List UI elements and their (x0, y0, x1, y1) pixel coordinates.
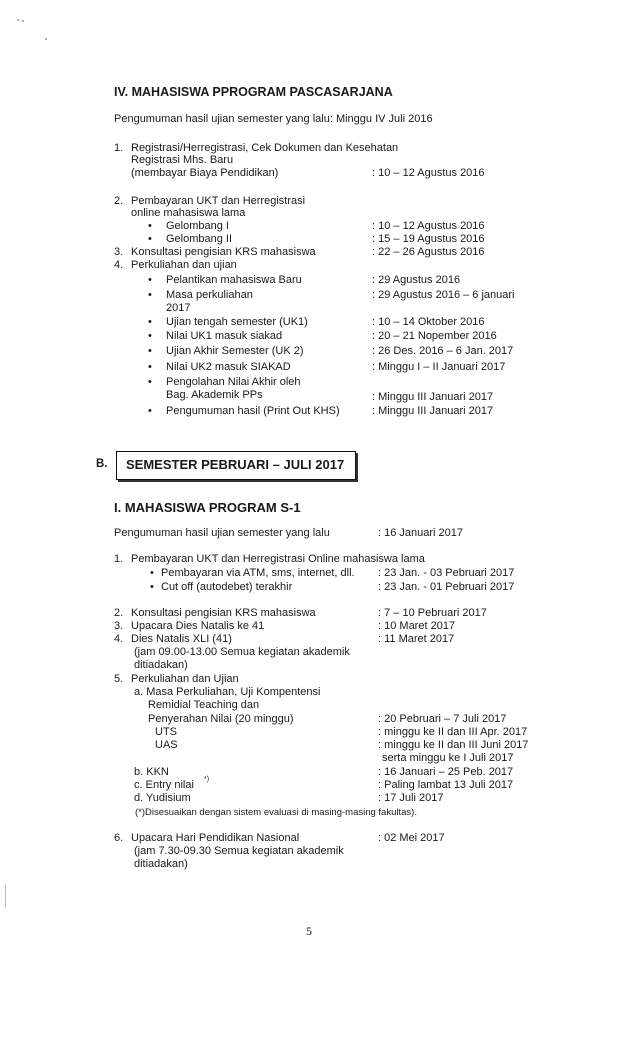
sub-item-label: Nilai UK2 masuk SIAKAD (166, 361, 291, 373)
item-label: UTS (155, 726, 177, 738)
item-label: Dies Natalis XLI (41) (131, 633, 232, 645)
sub-item-value: : 23 Jan. - 03 Pebruari 2017 (378, 567, 515, 579)
item-value: : 22 – 26 Agustus 2016 (372, 246, 485, 258)
sub-item-value: : Minggu III Januari 2017 (372, 391, 494, 403)
bullet-icon: • (148, 330, 152, 342)
item-label: online mahasiswa lama (131, 207, 246, 219)
item-number: 1. (114, 553, 124, 565)
bullet-icon: • (148, 345, 152, 357)
footnote-marker: *) (204, 776, 210, 783)
section-iv-announcement: Pengumuman hasil ujian semester yang lalu: Minggu IV Juli 2016 (114, 113, 433, 125)
sub-item-value: : Minggu I – II Januari 2017 (372, 361, 506, 373)
item-label: Penyerahan Nilai (20 minggu) (148, 713, 294, 725)
item-number: 3. (114, 620, 124, 632)
item-label: Remidial Teaching dan (148, 699, 260, 711)
sub-item-value: : 29 Agustus 2016 – 6 januari (372, 289, 515, 301)
sub-item-label: Nilai UK1 masuk siakad (166, 330, 283, 342)
item-label: ditiadakan) (134, 858, 188, 870)
item-value: : 16 Januari – 25 Peb. 2017 (378, 766, 514, 778)
scan-speck (22, 20, 24, 22)
sub-item-value: : 15 – 19 Agustus 2016 (372, 233, 485, 245)
item-number: 2. (114, 607, 124, 619)
item-label: Pembayaran UKT dan Herregistrasi (131, 195, 306, 207)
bullet-icon: • (150, 567, 154, 579)
bullet-icon: • (148, 289, 152, 301)
scan-edge-mark (5, 885, 6, 907)
section-b-letter: B. (96, 458, 108, 470)
scan-speck (45, 38, 47, 40)
item-value: : 02 Mei 2017 (378, 832, 445, 844)
item-number: 5. (114, 673, 124, 685)
item-value: : Paling lambat 13 Juli 2017 (378, 779, 514, 791)
section-i-heading: I. MAHASISWA PROGRAM S-1 (114, 500, 301, 515)
bullet-icon: • (150, 581, 154, 593)
item-label: Registrasi/Herregistrasi, Cek Dokumen dan Kesehatan (131, 142, 399, 154)
section-i-announcement: Pengumuman hasil ujian semester yang lalu (114, 527, 330, 539)
section-b-title: SEMESTER PEBRUARI – JULI 2017 (126, 457, 345, 472)
item-label: Upacara Dies Natalis ke 41 (131, 620, 265, 632)
bullet-icon: • (148, 233, 152, 245)
sub-item-value: : 26 Des. 2016 – 6 Jan. 2017 (372, 345, 514, 357)
item-label: Konsultasi pengisian KRS mahasiswa (131, 607, 316, 619)
item-label: Registrasi Mhs. Baru (131, 154, 234, 166)
footnote: (*)Disesuaikan dengan sistem evaluasi di masing-masing fakultas). (135, 807, 417, 818)
item-value: : 10 Maret 2017 (378, 620, 456, 632)
item-value: : 10 – 12 Agustus 2016 (372, 167, 485, 179)
item-number: 1. (114, 142, 124, 154)
scan-speck (17, 19, 19, 21)
item-label: Perkuliahan dan Ujian (131, 673, 239, 685)
item-label: c. Entry nilai (134, 779, 194, 791)
section-iv-heading: IV. MAHASISWA PPROGRAM PASCASARJANA (114, 85, 393, 99)
item-label: a. Masa Perkuliahan, Uji Kompentensi (134, 686, 321, 698)
item-label: Perkuliahan dan ujian (131, 259, 237, 271)
sub-item-value: : 10 – 14 Oktober 2016 (372, 316, 485, 328)
sub-item-label: Pelantikan mahasiswa Baru (166, 274, 302, 286)
bullet-icon: • (148, 220, 152, 232)
sub-item-label: Gelombang II (166, 233, 233, 245)
item-label: ditiadakan) (134, 659, 188, 671)
item-number: 3. (114, 246, 124, 258)
item-value: : minggu ke II dan III Apr. 2017 (378, 726, 528, 738)
page-number: 5 (306, 924, 312, 938)
sub-item-label: Gelombang I (166, 220, 229, 232)
item-label: Konsultasi pengisian KRS mahasiswa (131, 246, 316, 258)
section-i-announcement-value: : 16 Januari 2017 (378, 527, 464, 539)
item-label: Pembayaran UKT dan Herregistrasi Online mahasiswa lama (131, 553, 425, 565)
item-label: b. KKN (134, 766, 169, 778)
item-value: : 7 – 10 Pebruari 2017 (378, 607, 487, 619)
bullet-icon: • (148, 376, 152, 388)
item-number: 4. (114, 633, 124, 645)
item-number: 6. (114, 832, 124, 844)
sub-item-label: Ujian Akhir Semester (UK 2) (166, 345, 304, 357)
sub-item-label: Pembayaran via ATM, sms, internet, dll. (161, 567, 355, 579)
item-label: UAS (155, 739, 178, 751)
item-label: (jam 7.30-09.30 Semua kegiatan akademik (134, 845, 344, 857)
item-label: (membayar Biaya Pendidikan) (131, 167, 279, 179)
sub-item-label: Masa perkuliahan (166, 289, 253, 301)
item-label: Upacara Hari Pendidikan Nasional (131, 832, 300, 844)
sub-item-label: Pengumuman hasil (Print Out KHS) (166, 405, 340, 417)
bullet-icon: • (148, 316, 152, 328)
sub-item-label: Pengolahan Nilai Akhir oleh (166, 376, 301, 388)
item-value: : 11 Maret 2017 (378, 633, 455, 645)
sub-item-value: : 23 Jan. - 01 Pebruari 2017 (378, 581, 515, 593)
sub-item-label: Ujian tengah semester (UK1) (166, 316, 308, 328)
sub-item-value: : Minggu III Januari 2017 (372, 405, 494, 417)
item-value: serta minggu ke I Juli 2017 (382, 752, 514, 764)
bullet-icon: • (148, 274, 152, 286)
section-b-title-box (116, 451, 356, 480)
item-label: (jam 09.00-13.00 Semua kegiatan akademik (134, 646, 350, 658)
item-value: : 20 Pebruari – 7 Juli 2017 (378, 713, 507, 725)
item-label: d. Yudisium (134, 792, 191, 804)
sub-item-label: Cut off (autodebet) terakhir (161, 581, 293, 593)
item-value: : minggu ke II dan III Juni 2017 (378, 739, 529, 751)
sub-item-value: : 20 – 21 Nopember 2016 (372, 330, 497, 342)
sub-item-value: : 10 – 12 Agustus 2016 (372, 220, 485, 232)
bullet-icon: • (148, 405, 152, 417)
item-number: 4. (114, 259, 124, 271)
item-number: 2. (114, 195, 124, 207)
sub-item-label: 2017 (166, 302, 191, 314)
bullet-icon: • (148, 361, 152, 373)
sub-item-value: : 29 Agustus 2016 (372, 274, 461, 286)
item-value: : 17 Juli 2017 (378, 792, 444, 804)
sub-item-label: Bag. Akademik PPs (166, 389, 263, 401)
